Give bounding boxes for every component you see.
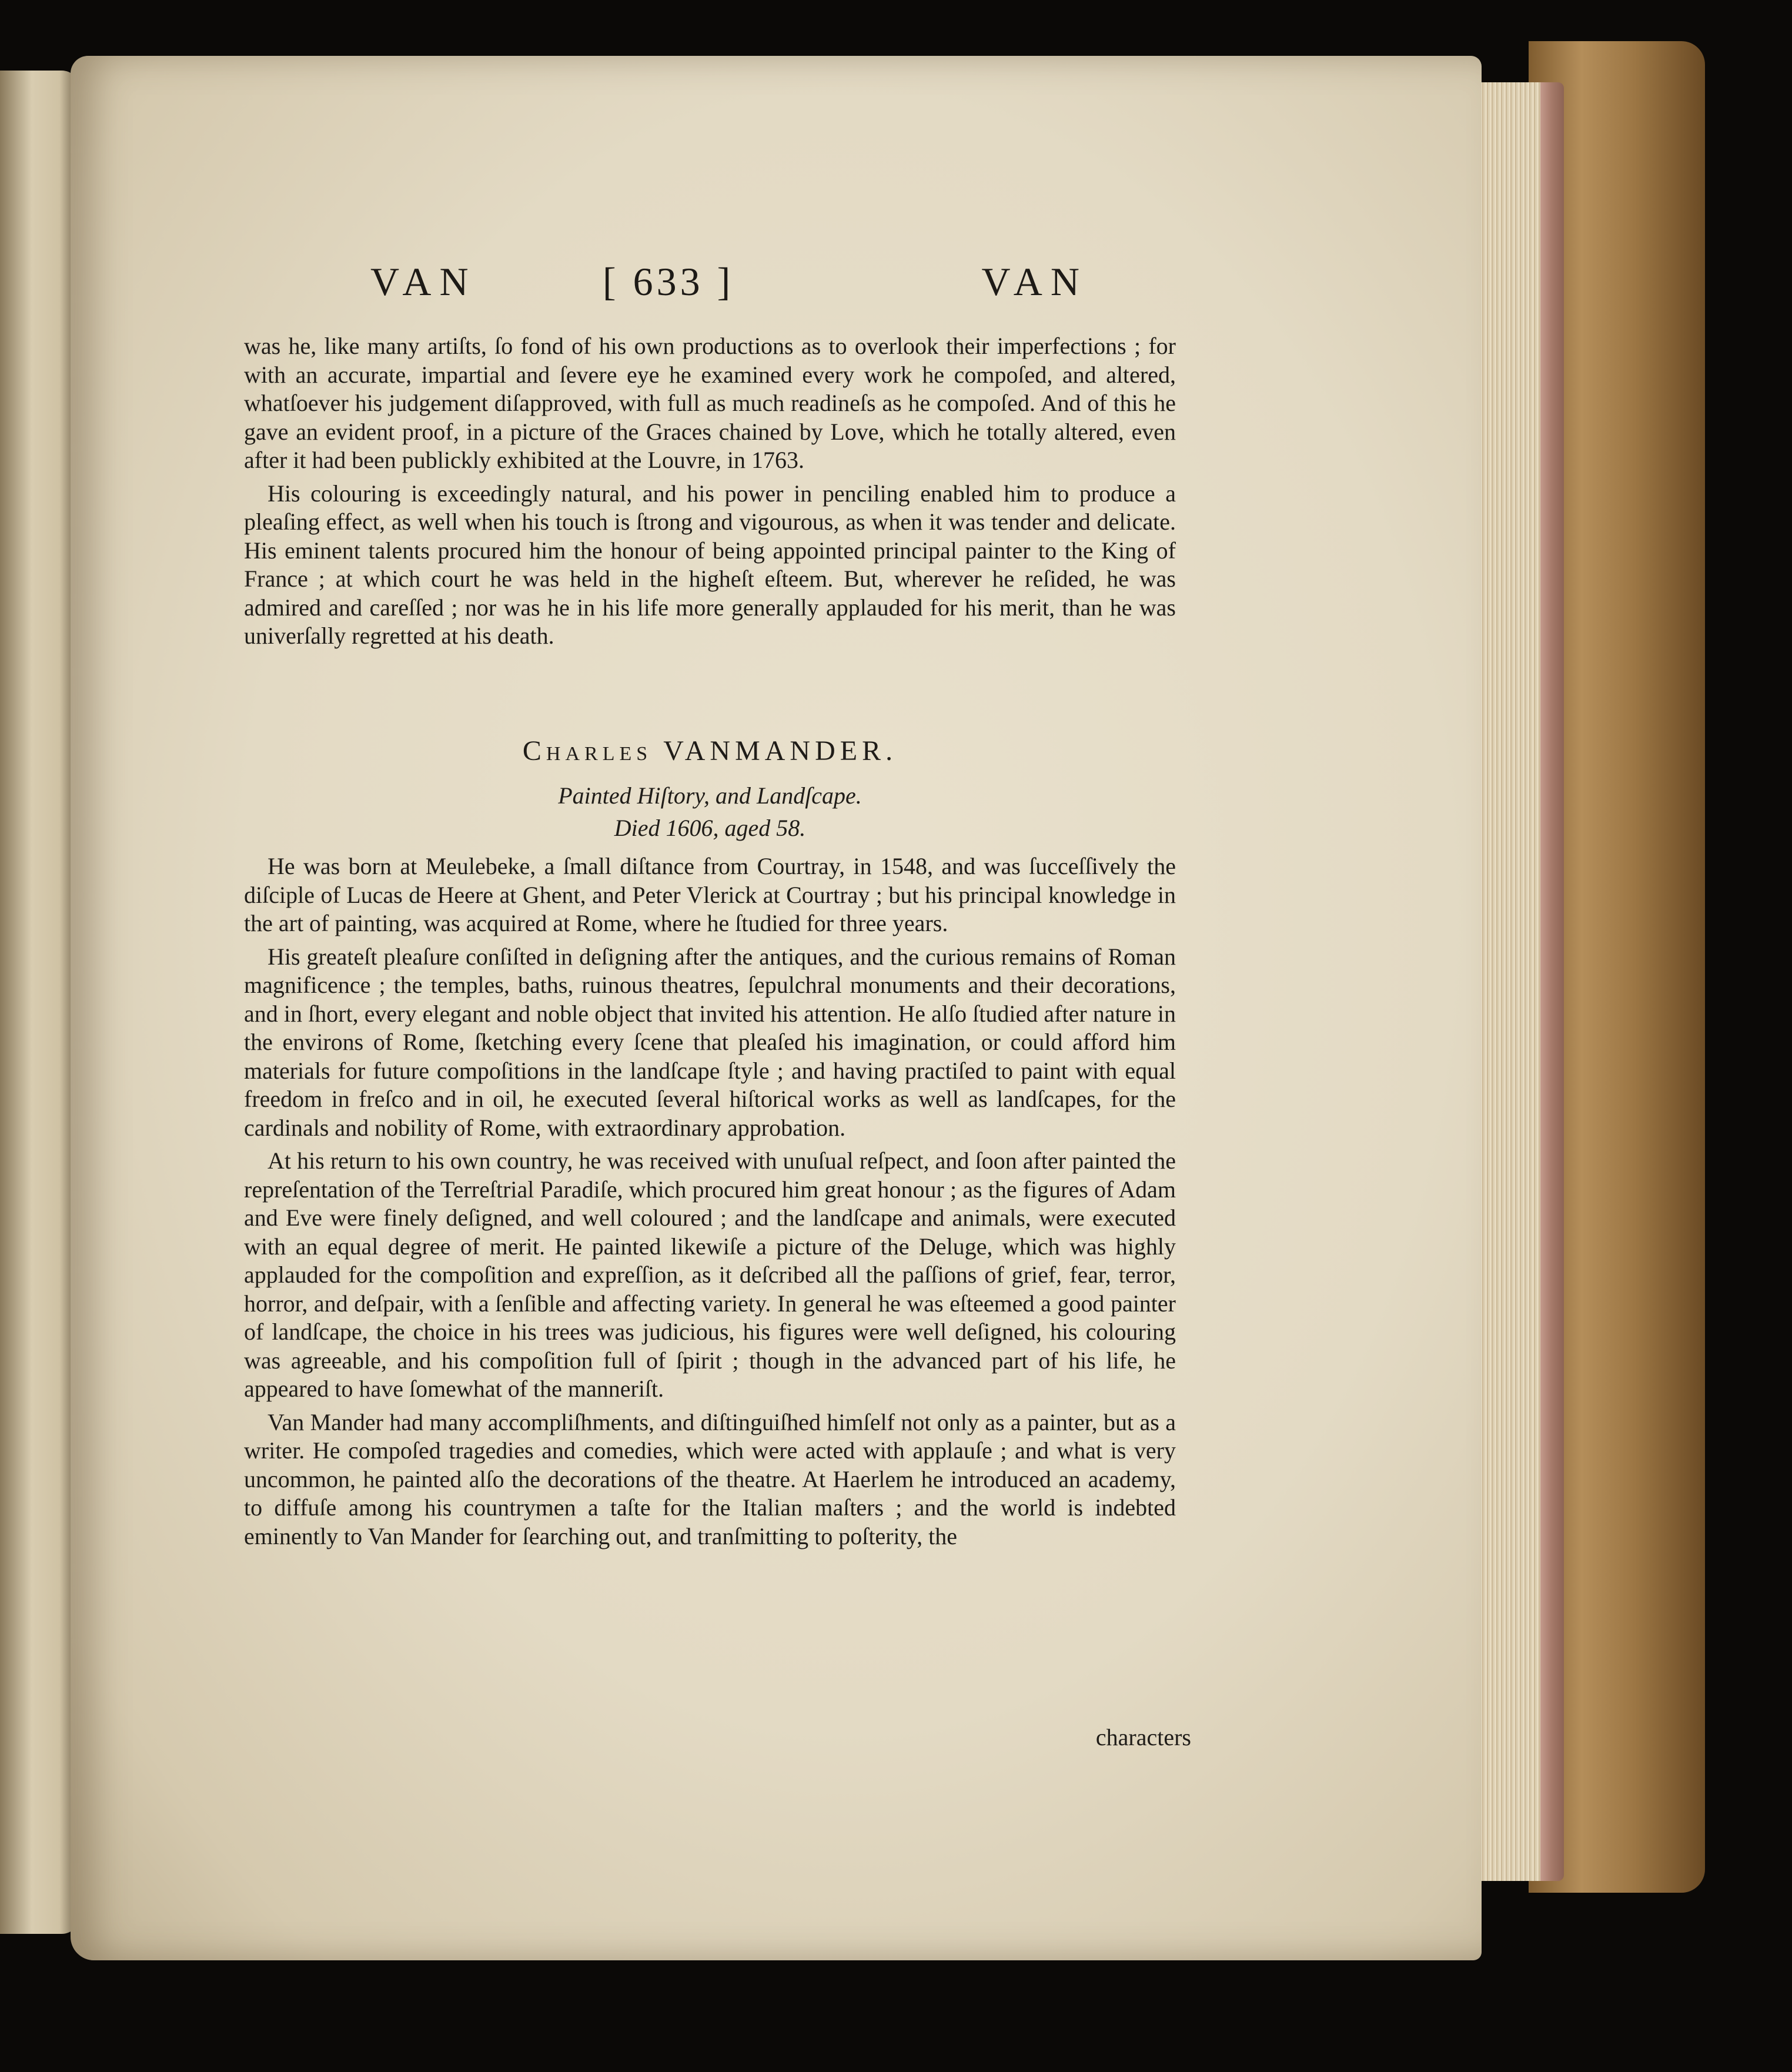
biography-dates: Died 1606, aged 58. [614, 815, 806, 841]
paragraph: Van Mander had many accompliſhments, and diſtinguiſhed himſelf not only as a painter, but as a writer. He compoſed tragedies and comedies, which were acted with applauſe ; and what is very uncommon, he painted alſo the decorations of the theatre. At Haerlem he introduced an academy, to diffuſe among his countrymen a taſte for the Italian maſters ; and the world is indebted eminently to Van Mander for ſearching out, and tranſmitting to poſterity, the [244, 1408, 1176, 1549]
header-left: VAN [370, 259, 477, 304]
paragraph: He was born at Meulebeke, a ſmall diſtance from Courtray, in 1548, and was ſucceſſively the diſciple of Lucas de Heere at Ghent, and Peter Vlerick at Courtray ; but his principal knowledge in the art of painting, was acquired at Rome, where he ſtudied for three years. [244, 853, 1176, 936]
paragraph: At his return to his own country, he was received with unuſual reſpect, and ſoon after painted the repreſentation of the Terreſtrial Paradiſe, which procured him great honour ; as the figures of Adam and Eve were finely deſigned, and well coloured ; and the landſcape and animals, were executed with an equal degree of merit. He painted likewiſe a picture of the Deluge, which was highly applauded for the compoſition and expreſſion, as it deſcribed all the paſſions of grief, fear, terror, horror, and deſpair, with a ſenſible and affecting variety. In general he was eſteemed a good painter of landſcape, the choice in his trees was judicious, his figures were well deſigned, his colouring was agreeable, and his compoſition full of ſpirit ; though in the advanced part of his life, he appeared to have ſomewhat of the manneriſt. [244, 1147, 1176, 1402]
continued-text-block [244, 332, 1176, 655]
paragraph: was he, like many artiſts, ſo fond of his own productions as to overlook their imperfections ; for with an accurate, impartial and ſevere eye he examined every work he compoſed, and altered, whatſoever his judgement diſapproved, with full as much readineſs as he compoſed. And of this he gave an evident proof, in a picture of the Graces chained by Love, which he totally altered, even after it had been publickly exhibited at the Louvre, in 1763. [244, 333, 1176, 473]
paragraph: His colouring is exceedingly natural, and his power in penciling enabled him to produce a pleaſing effect, as well when his touch is ſtrong and vigourous, as when it was tender and delicate. His eminent talents procured him the honour of being appointed principal painter to the King of France ; at which court he was held in the higheſt eſteem. But, wherever he reſided, he was admired and careſſed ; nor was he in his life more generally applauded for his merit, than he was univerſally regretted at his death. [244, 480, 1176, 649]
header-right: VAN [981, 259, 1088, 304]
running-header [370, 259, 1088, 323]
catchword: characters [1095, 1724, 1191, 1750]
paragraph: His greateſt pleaſure conſiſted in deſigning after the antiques, and the curious remains of Roman magnificence ; the temples, baths, ruinous theatres, ſepulchral monuments and their decorations, and in ſhort, every elegant and noble object that invited his attention. He alſo ſtudied after nature in the environs of Rome, ſketching every ſcene that pleaſed his imagination, or could afford him materials for future compoſitions in the landſcape ſtyle ; and having practiſed to paint with equal freedom in freſco and in oil, he executed ſeveral hiſtorical works as well as landſcapes, for the cardinals and nobility of Rome, with extraordinary approbation. [244, 943, 1176, 1141]
page-number: [ 633 ] [603, 259, 734, 304]
biography-subtitle: Painted Hiſtory, and Landſcape. [558, 782, 862, 809]
biography-text-block [244, 852, 1176, 1555]
left-page-edge [0, 71, 79, 1934]
biography-name: Charles VANMANDER. [522, 735, 898, 766]
